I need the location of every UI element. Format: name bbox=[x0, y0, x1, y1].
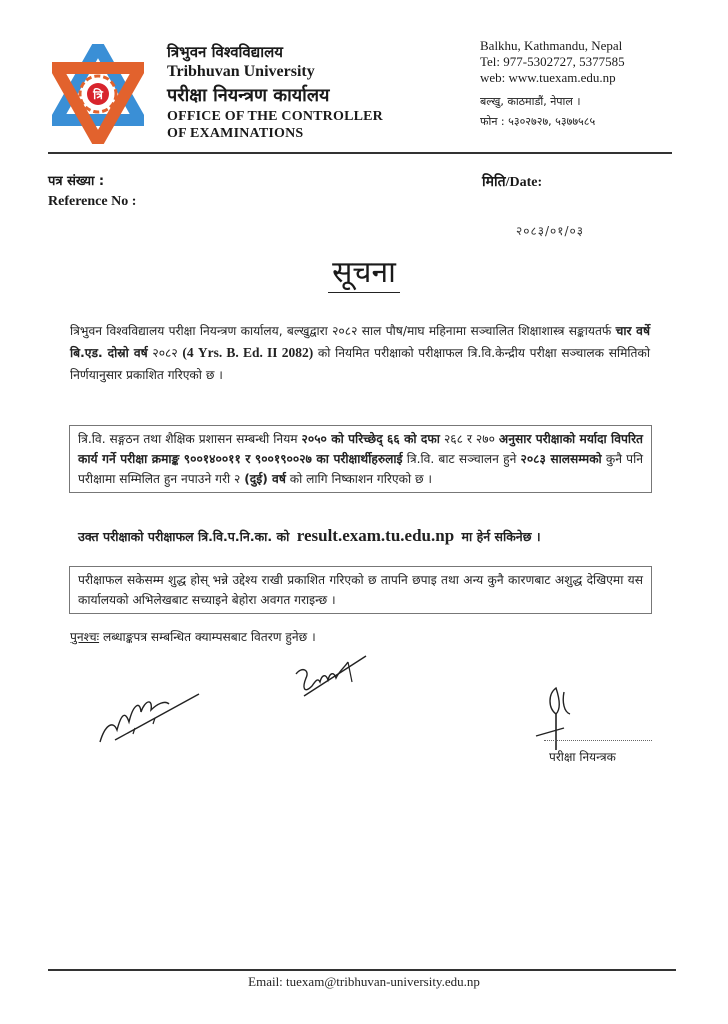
header-divider bbox=[48, 152, 672, 154]
phone-nepali: फोन : ५३०२७२७, ५३७७५८५ bbox=[480, 115, 596, 128]
box-1-bold-b: अनुसार परीक्षाको मर्यादा विपरित कार्य गर्ने परीक्षा क्रमाङ्क ९००१४००११ र ९००१९००२७ का परीक्षार्थीहरुलाई bbox=[78, 432, 643, 466]
result-url-link[interactable]: result.exam.tu.edu.np bbox=[296, 526, 455, 545]
address-nepali: बल्खु, काठमाडौं, नेपाल । bbox=[480, 95, 581, 108]
star-logo-icon bbox=[52, 44, 144, 144]
office-name-english-line1: OFFICE OF THE CONTROLLER bbox=[167, 109, 383, 124]
telephone-english: Tel: 977-5302727, 5377585 bbox=[480, 54, 625, 69]
organization-header bbox=[167, 42, 383, 142]
office-name-nepali: परीक्षा नियन्त्रण कार्यालय bbox=[167, 85, 330, 106]
svg-text:त्रि: त्रि bbox=[93, 88, 103, 102]
postscript-label: पुनश्चः bbox=[70, 630, 100, 644]
result-line-prefix: उक्त परीक्षाको परीक्षाफल त्रि.वि.प.नि.का. को bbox=[78, 529, 290, 544]
university-name-nepali: त्रिभुवन विश्वविद्यालय bbox=[167, 43, 283, 61]
controller-signature-line bbox=[544, 740, 652, 741]
program-name: चार वर्षे बि.एड. दोस्रो वर्ष bbox=[70, 324, 650, 360]
signature-2-icon bbox=[290, 652, 370, 702]
box-1-bold-a: २०५० को परिच्छेद् ६६ को दफा bbox=[301, 432, 440, 446]
address-english: Balkhu, Kathmandu, Nepal bbox=[480, 38, 623, 53]
disclaimer-box: परीक्षाफल सकेसम्म शुद्ध होस् भन्ने उद्देश्य राखी प्रकाशित गरिएको छ तापनि छपाइ तथा अन्य कुनै कारणबाट अशुद्ध देखिएमा यस कार्यालयको अभिलेखबाट सच्याइने बेहोरा अवगत गराइन्छ । bbox=[69, 566, 652, 614]
signature-1-icon bbox=[95, 670, 205, 750]
expulsion-notice-box bbox=[69, 425, 652, 493]
reference-number bbox=[48, 172, 136, 212]
result-line-suffix: मा हेर्न सकिनेछ । bbox=[461, 529, 541, 544]
date-label-nepali: मिति bbox=[482, 174, 506, 190]
box-1-text-e: को लागि निष्काशन गरिएको छ । bbox=[285, 472, 433, 486]
date-value: २०८३/०१/०३ bbox=[516, 224, 585, 238]
notice-title bbox=[0, 254, 728, 292]
postscript bbox=[70, 628, 316, 645]
signature-controller-icon bbox=[534, 684, 594, 754]
date-label-english: Date: bbox=[509, 175, 543, 190]
notice-title-text: सूचना bbox=[328, 255, 400, 293]
box-1-text-d: कुनै पनि परीक्षामा सम्मिलित हुन नपाउने गरी २ bbox=[78, 452, 643, 486]
box-1-bold-d: (दुई) वर्ष bbox=[244, 472, 286, 486]
reference-label-english: Reference No : bbox=[48, 194, 137, 209]
reference-label-nepali: पत्र संख्या : bbox=[48, 174, 105, 189]
box-1-text-a: त्रि.वि. सङ्गठन तथा शैक्षिक प्रशासन सम्बन्धी नियम bbox=[78, 432, 302, 446]
result-url-line bbox=[78, 526, 541, 546]
university-logo bbox=[52, 44, 144, 144]
box-1-bold-c: २०८३ सालसम्मको bbox=[520, 452, 602, 466]
footer-email[interactable]: Email: tuexam@tribhuvan-university.edu.np bbox=[248, 974, 480, 989]
controller-title: परीक्षा नियन्त्रक bbox=[549, 750, 616, 764]
paragraph-1-text-a: त्रिभुवन विश्वविद्यालय परीक्षा नियन्त्रण कार्यालय, बल्खुद्वारा २०८२ साल पौष/माघ महिनामा सञ्चालित शिक्षाशास्त्र सङ्कायतर्फ bbox=[70, 324, 616, 338]
paragraph-1-text-b: २०८२ bbox=[147, 346, 183, 360]
university-name-english: Tribhuvan University bbox=[167, 63, 315, 80]
program-name-english: (4 Yrs. B. Ed. II 2082) bbox=[182, 345, 314, 360]
website-english[interactable]: web: www.tuexam.edu.np bbox=[480, 70, 616, 85]
footer-divider bbox=[48, 969, 676, 971]
postscript-text: लब्धाङ्कपत्र सम्बन्धित क्याम्पसबाट वितरण हुनेछ । bbox=[99, 630, 316, 644]
paragraph-1-text-c: को नियमित परीक्षाको परीक्षाफल त्रि.वि.केन्द्रीय परीक्षा सञ्चालक समितिको निर्णयानुसार प्रकाशित गरिएको छ । bbox=[70, 346, 650, 382]
box-1-text-b: २६८ र २७० bbox=[439, 432, 499, 446]
notice-paragraph-1 bbox=[70, 320, 650, 386]
office-name-english-line2: OF EXAMINATIONS bbox=[167, 126, 304, 141]
date-label bbox=[482, 172, 542, 193]
box-1-text-c: त्रि.वि. बाट सञ्चालन हुने bbox=[402, 452, 521, 466]
date-separator: / bbox=[505, 175, 510, 190]
contact-info bbox=[480, 38, 625, 132]
